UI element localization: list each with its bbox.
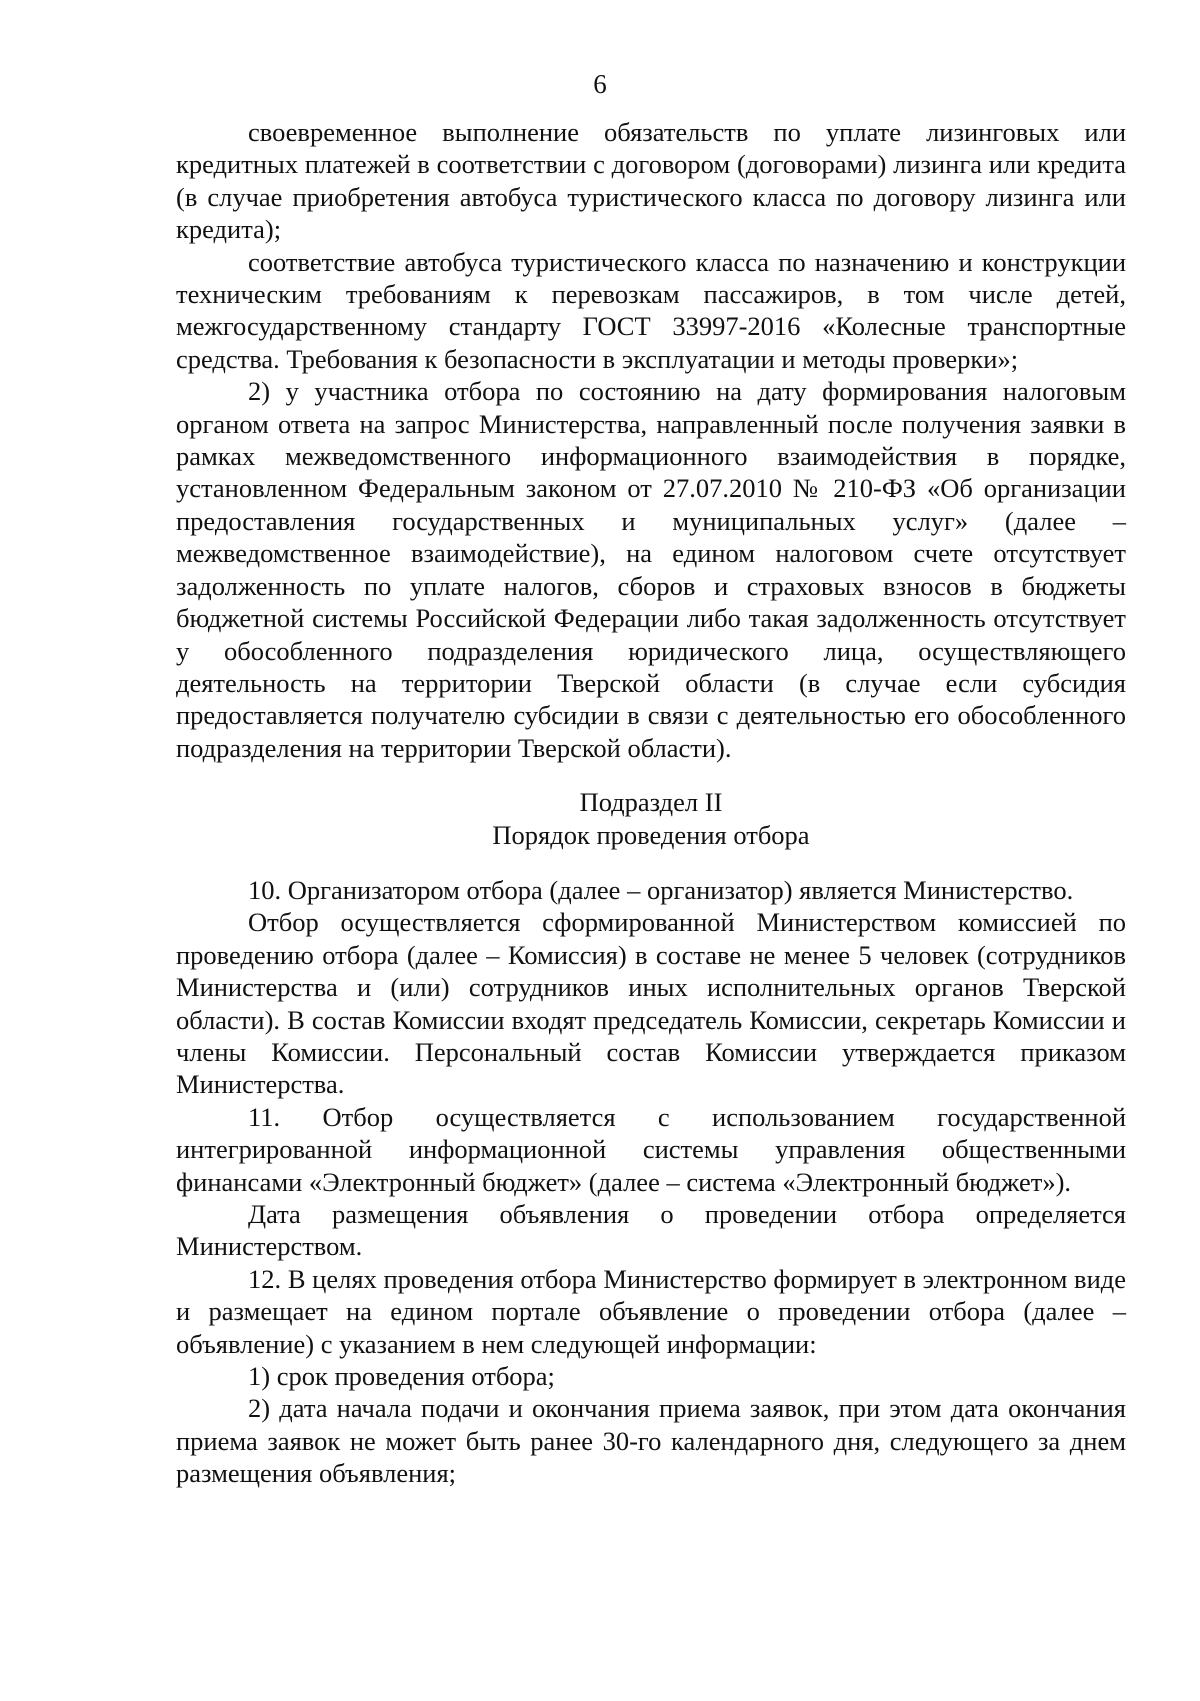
paragraph-10: 10. Организатором отбора (далее – организатор) является Министерство. — [248, 874, 1074, 905]
page-number: 6 — [593, 69, 607, 99]
paragraph-12-item-1: 1) срок проведения отбора; — [248, 1361, 555, 1392]
paragraph-12: 12. В целях проведения отбора Министерство формирует в электронном виде и размещает на едином портале объявление о проведении отбора (далее – объявление) с указанием в нем следующей информации: — [176, 1263, 1126, 1359]
paragraph-12-item-2: 2) дата начала подачи и окончания приема заявок, при этом дата окончания приема заявок не может быть ранее 30-го календарного дня, следующего за днем размещения объявления; — [176, 1393, 1126, 1489]
section-label: Подраздел II — [579, 787, 723, 818]
paragraph-obligations: своевременное выполнение обязательств по уплате лизинговых или кредитных платежей в соответствии с договором (договорами) лизинга или кредита (в случае приобретения автобуса туристического класса по договору лизинга или кредита); — [176, 117, 1126, 245]
section-heading — [176, 786, 1126, 851]
paragraph-11: 11. Отбор осуществляется с использованием государственной интегрированной информационной системы управления общественными финансами «Электронный бюджет» (далее – система «Электронный бюджет»). — [176, 1101, 1126, 1197]
paragraph-announcement-date: Дата размещения объявления о проведении отбора определяется Министерством. — [176, 1199, 1126, 1262]
section-title: Порядок проведения отбора — [492, 819, 810, 850]
paragraph-commission: Отбор осуществляется сформированной Министерством комиссией по проведению отбора (далее – Комиссия) в составе не менее 5 человек (сотрудников Министерства и (или) сотрудников иных исполнительных органов Тверской области). В состав Комиссии входят председатель Комиссии, секретарь Комиссии и члены Комиссии. Персональный состав Комиссии утверждается приказом Министерства. — [176, 907, 1126, 1100]
document-body — [176, 116, 1126, 1490]
paragraph-tax-debt: 2) у участника отбора по состоянию на дату формирования налоговым органом ответа на запрос Министерства, направленный после получения заявки в рамках межведомственного информационного взаимодействия в порядке, установленном Федеральным законом от 27.07.2010 № 210-ФЗ «Об организации предоставления государственных и муниципальных услуг» (далее – межведомственное взаимодействие), на едином налоговом счете отсутствует задолженность по уплате налогов, сборов и страховых взносов в бюджеты бюджетной системы Российской Федерации либо такая задолженность отсутствует у обособленного подразделения юридического лица, осуществляющего деятельность на территории Тверской области (в случае если субсидия предоставляется получателю субсидии в связи с деятельностью его обособленного подразделения на территории Тверской области). — [176, 376, 1126, 763]
paragraph-bus-compliance: соответствие автобуса туристического класса по назначению и конструкции техническим требованиям к перевозкам пассажиров, в том числе детей, межгосударственному стандарту ГОСТ 33997-2016 «Колесные транспортные средства. Требования к безопасности в эксплуатации и методы проверки»; — [176, 246, 1126, 374]
